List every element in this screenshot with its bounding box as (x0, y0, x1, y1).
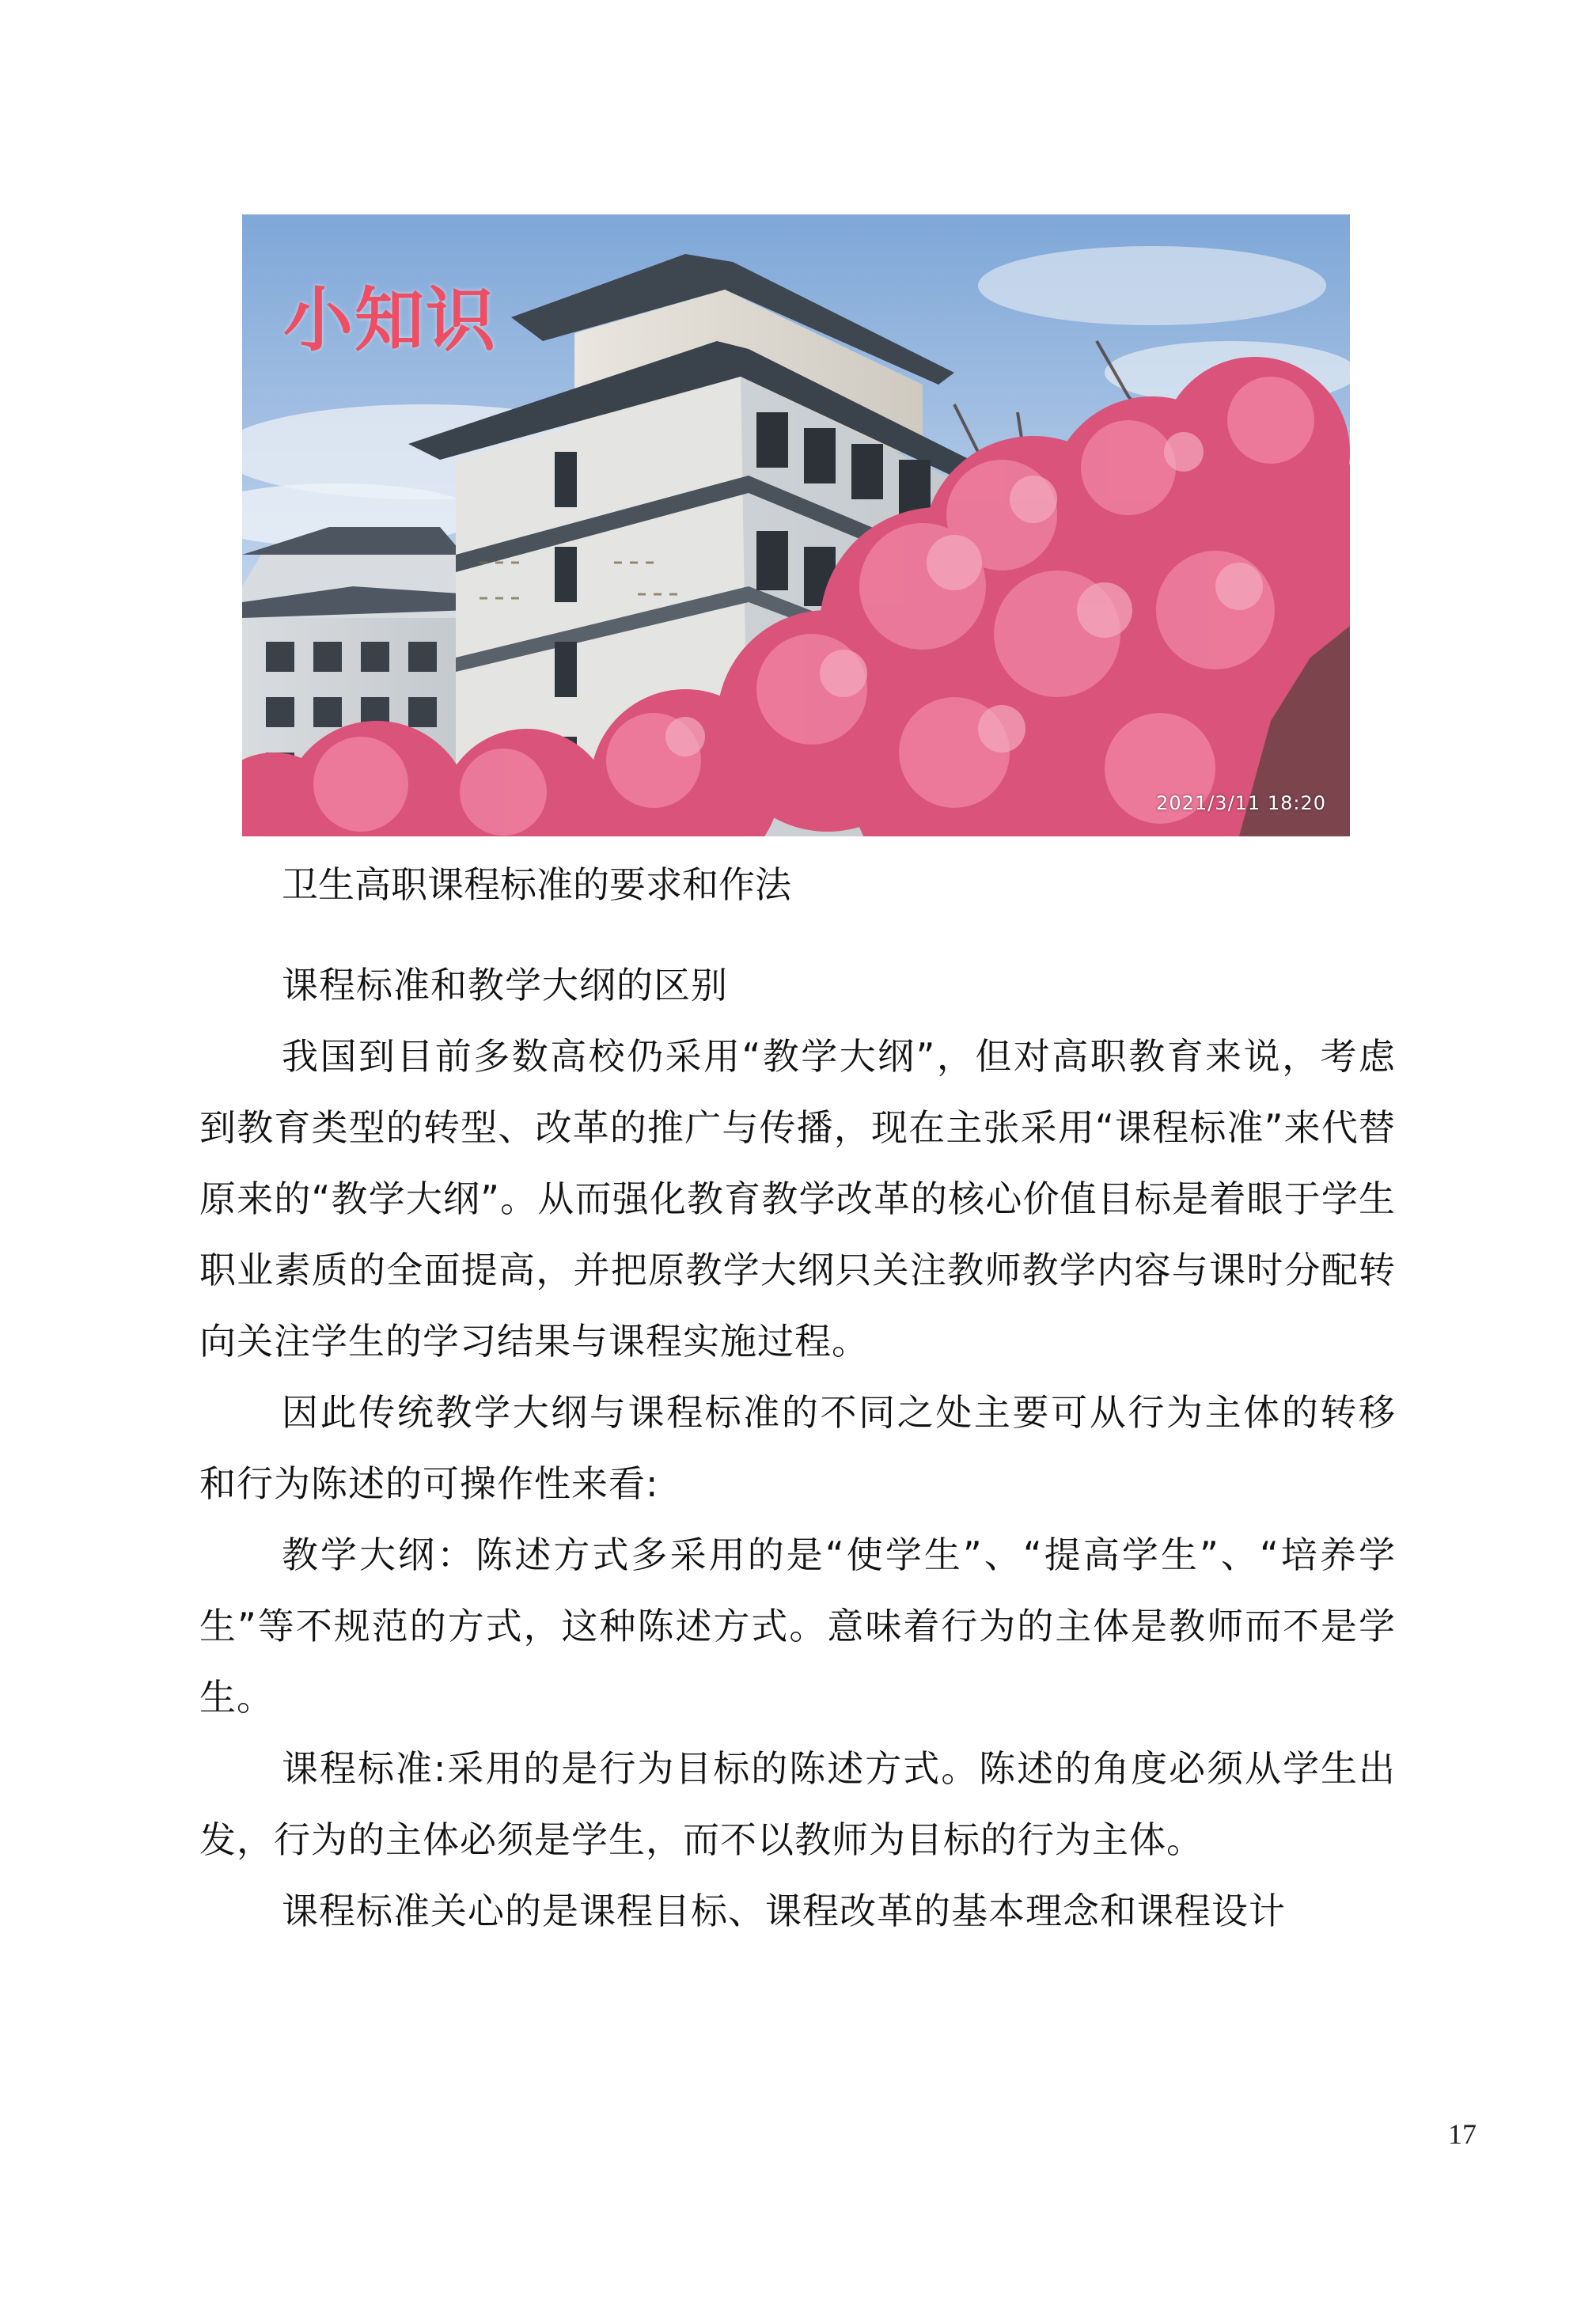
paragraph: 因此传统教学大纲与课程标准的不同之处主要可从行为主体的转移和行为陈述的可操作性来看: (199, 1391, 1396, 1505)
page-number: 17 (1448, 2118, 1477, 2150)
photo-caption: 卫生高职课程标准的要求和作法 (282, 863, 791, 906)
paragraph: 课程标准关心的是课程目标、课程改革的基本理念和课程设计 (282, 1890, 1286, 1932)
paragraph: 我国到目前多数高校仍采用“教学大纲”，但对高职教育来说，考虑到教育类型的转型、改革的推广与传播，现在主张采用“课程标准”来代替原来的“教学大纲”。从而强化教育教学改革的核心价值目标是着眼于学生职业素质的全面提高，并把原教学大纲只关注教师教学内容与课时分配转向关注学生的学习结果与课程实施过程。 (199, 1035, 1396, 1363)
campus-photo (242, 214, 1350, 836)
body-text (199, 950, 1396, 1947)
paragraph: 课程标准:采用的是行为目标的陈述方式。陈述的角度必须从学生出发，行为的主体必须是学生，而不以教师为目标的行为主体。 (199, 1747, 1396, 1861)
paragraph: 教学大纲：陈述方式多采用的是“使学生”、“提高学生”、“培养学生”等不规范的方式，这种陈述方式。意味着行为的主体是教师而不是学生。 (199, 1534, 1396, 1719)
photo-overlay-title: 小知识 (283, 279, 498, 361)
photo-timestamp: 2021/3/11 18:20 (1156, 792, 1326, 814)
section-heading: 课程标准和教学大纲的区别 (282, 964, 728, 1007)
